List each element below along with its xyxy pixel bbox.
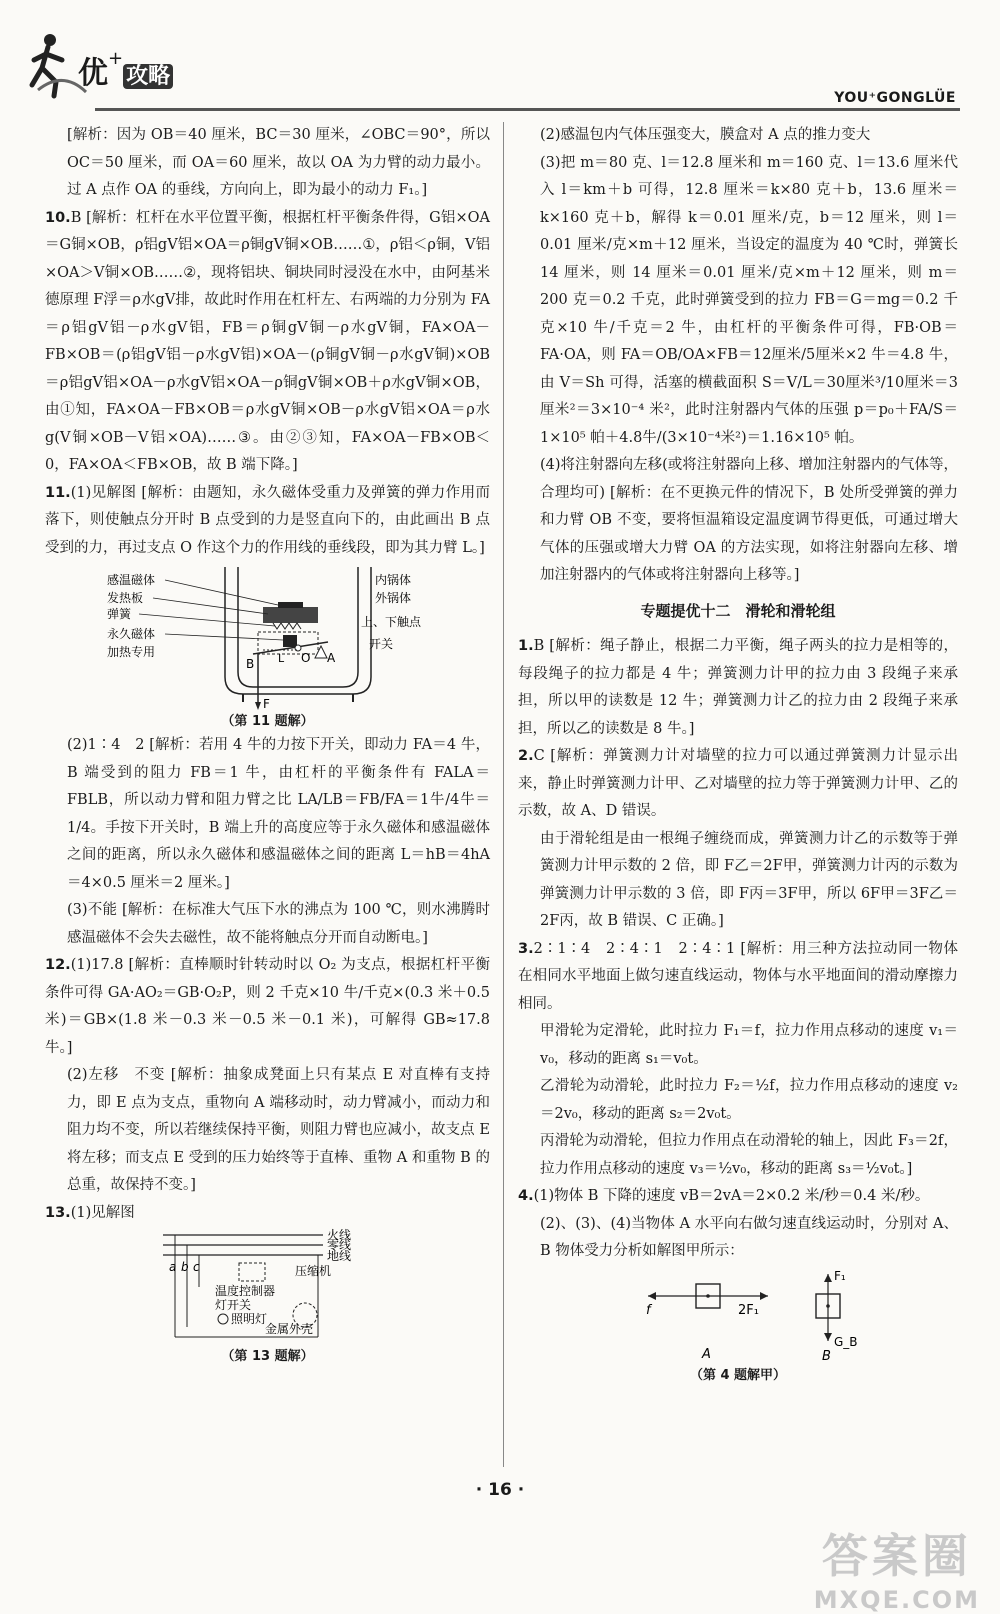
s12-q1-text: B [解析：绳子静止，根据二力平衡，绳子两头的拉力是相等的，每段绳子的拉力都是 4 牛；弹簧测力计甲的拉力由 3 段绳子来承担，所以甲的读数是 12 牛；弹簧测力计乙的拉力由 2 段绳子来承担，所以乙的读数是 8 牛。] — [518, 638, 958, 737]
r-part3: (3)把 m＝80 克、l＝12.8 厘米和 m＝160 克、l＝13.6 厘米代入 l＝km＋b 可得，12.8 厘米＝k×80 克＋b，13.6 厘米＝k×160 克＋b，解得 k＝0.01 厘米/克，b＝12 厘米，则 l＝0.01 厘米/克×m＋12 厘米，当设定的温度为 40 ℃时，弹簧长 14 厘米，则 14 厘米＝0.01 厘米/克×m＋12 厘米，则 m＝200 克＝0.2 千克，此时弹簧受到的拉力 FB＝G＝mg＝0.2 千克×10 牛/千克＝2 牛，由杠杆的平衡条件可得，FB·OB＝FA·OA，则 FA＝OB/OA×FB＝12厘米/5厘米×2 牛＝4.8 牛，由 V＝Sh 可得，活塞的横截面积 S＝V/L＝30厘米³/10厘米＝3 厘米²＝3×10⁻⁴ 米²，此时注射器内气体的压强 p＝p₀＋FA/S＝1×10⁵ 帕＋4.8牛/(3×10⁻⁴米²)＝1.16×10⁵ 帕。 — [540, 154, 958, 446]
fig11-label-12: F — [262, 697, 270, 711]
fig13-label-4: b — [180, 1260, 189, 1274]
header-rule — [95, 108, 960, 111]
fig13-label-1: 零线 — [326, 1238, 351, 1252]
fig11-label-8: 开关 — [368, 637, 393, 651]
q11-part3: (3)不能 [解析：在标准大气压下水的沸点为 100 ℃，则水沸腾时感温磁体不会失去磁性，故不能将触点分开而自动断电。] — [67, 902, 490, 946]
fig11-label-13: L — [277, 652, 284, 665]
q13-number: 13. — [45, 1204, 71, 1221]
fig13-label-7: 灯开关 — [214, 1298, 251, 1312]
fig11-label-5: 内锅体 — [374, 573, 411, 587]
s12-q2 — [518, 743, 958, 826]
fig13-label-3: a — [168, 1260, 176, 1274]
s12-q3-cont3: 丙滑轮为动滑轮，但拉力作用点在动滑轮的轴上，因此 F₃＝2f，拉力作用点移动的速度 v₃＝½v₀，移动的距离 s₃＝½v₀t。] — [540, 1133, 958, 1177]
q10-number: 10. — [45, 209, 71, 226]
fig11-label-7: 上、下触点 — [360, 615, 421, 629]
s12-q2-cont: 由于滑轮组是由一根绳子缠绕而成，弹簧测力计乙的示数等于弹簧测力计甲示数的 2 倍，即 F乙＝2F甲，弹簧测力计丙的示数为弹簧测力计甲示数的 3 倍，即 F丙＝3F甲，所以 6F甲＝3F乙＝2F丙，故 B 错误、C 正确。] — [540, 830, 958, 929]
fig11-label-10: O — [300, 651, 310, 665]
q12-text: (1)17.8 [解析：直棒顺时针转动时以 O₂ 为支点，根据杠杆平衡条件可得 GA·AO₂＝GB·O₂P，则 2 千克×10 牛/千克×(0.3 米＋0.5 米)＝GB×(1.8 米－0.3 米－0.5 米－0.1 米)，可解得 GB≈17.8 牛。] — [45, 957, 490, 1056]
fig11-label-9: B — [245, 657, 254, 671]
q12-answer — [45, 952, 490, 1062]
fig11-label-2: 弹簧 — [106, 607, 131, 621]
page-header — [0, 0, 1000, 115]
s12-q1 — [518, 633, 958, 743]
q9-analysis: [解析：因为 OB＝40 厘米，BC＝30 厘米，∠OBC＝90°，所以 OC＝50 厘米，而 OA＝60 厘米，故以 OA 为力臂的动力最小。过 A 点作 OA 的垂线，方向向上，即为最小的动力 F₁。] — [67, 127, 490, 198]
fig13-label-8: 照明灯 — [230, 1312, 267, 1326]
s12-q2-text: C [解析：弹簧测力计对墙壁的拉力可以通过弹簧测力计显示出来，静止时弹簧测力计甲、乙对墙壁的拉力等于弹簧测力计甲、乙的示数，故 A、D 错误。 — [518, 748, 958, 819]
watermark-title: 答案圈 — [821, 1529, 972, 1583]
s12-q2-number: 2. — [518, 748, 534, 764]
fig4-label-2: A — [702, 1346, 711, 1362]
fig4-label-0: f — [646, 1302, 651, 1318]
fig4-label-3: F₁ — [834, 1268, 846, 1283]
q11-number: 11. — [45, 484, 71, 501]
fig11-label-3: 永久磁体 — [106, 627, 155, 641]
s12-q4-cont: (2)、(3)、(4)当物体 A 水平向右做匀速直线运动时，分别对 A、B 物体受力分析如解图甲所示： — [540, 1215, 958, 1259]
s12-q4 — [518, 1183, 958, 1211]
fig11-label-4: 加热专用 — [106, 645, 155, 659]
q12-number: 12. — [45, 957, 71, 973]
fig13-label-6: 温度控制器 — [214, 1284, 275, 1298]
brand-text: YOU⁺GONGLÜE — [834, 90, 956, 106]
fig13-label-10: 金属外壳 — [264, 1322, 313, 1336]
fig13-caption: （第 13 题解） — [221, 1349, 314, 1364]
s12-q3-cont2: 乙滑轮为动滑轮，此时拉力 F₂＝½f，拉力作用点移动的速度 v₂＝2v₀，移动的距离 s₂＝2v₀t。 — [540, 1078, 958, 1122]
fig13-label-0: 火线 — [326, 1228, 351, 1242]
fig4-caption: （第 4 题解甲） — [689, 1367, 787, 1383]
q11-part2: (2)1∶4 2 [解析：若用 4 牛的力按下开关，即动力 FA＝4 牛，B 端受到的阻力 FB＝1 牛，由杠杆的平衡条件有 FALA＝FBLB，所以动力臂和阻力臂之比 LA/LB＝FB/FA＝1牛/4牛＝1/4。手按下开关时，B 端上升的高度应等于永久磁体和感温磁体之间的距离，所以永久磁体和感温磁体之间的距离 L＝hB＝4hA＝4×0.5 厘米＝2 厘米。] — [67, 737, 490, 891]
fig4-label-1: 2F₁ — [738, 1302, 759, 1318]
q10-text: B [解析：杠杆在水平位置平衡，根据杠杆平衡条件得，G铝×OA＝G铜×OB，ρ铝gV铝×OA＝ρ铜gV铜×OB……①，ρ铝＜ρ铜，V铝×OA＞V铜×OB……②，现将铝块、铜块同时浸没在水中，由阿基米德原理 F浮＝ρ水gV排，故此时作用在杠杆左、右两端的力分别为 FA＝ρ铝gV铝－ρ水gV铝，FB＝ρ铜gV铜－ρ水gV铜，FA×OA－FB×OB＝(ρ铝gV铝－ρ水gV铝)×OA－(ρ铜gV铜－ρ水gV铜)×OB＝ρ铝gV铝×OA－ρ水gV铝×OA－ρ铜gV铜×OB＋ρ水gV铜×OB，由①知，FA×OA－FB×OB＝ρ水gV铜×OB－ρ水gV铝×OA＝ρ水g(V铜×OB－V铝×OA)……③。由②③知，FA×OA－FB×OB＜0，FA×OA＜FB×OB，故 B 端下降。] — [45, 209, 490, 473]
left-column — [45, 122, 490, 1367]
s12-q3-number: 3. — [518, 940, 534, 957]
q11-answer — [45, 480, 490, 563]
brand-logo — [78, 48, 173, 92]
fig11-rice-cooker-diagram — [103, 562, 433, 712]
logo-plus: + — [108, 48, 124, 69]
s12-q3 — [518, 936, 958, 1019]
q12-part2: (2)左移 不变 [解析：抽象成凳面上只有某点 E 对直棒有支持力，即 E 点为支点，重物向 A 端移动时，动力臂减小，而动力和阻力均不变，所以若继续保持平衡，则阻力臂也应减小，故支点 E 将左移；而支点 E 受到的压力始终等于直棒、重物 A 和重物 B 的总重，故保持不变。] — [67, 1067, 490, 1193]
fig13-label-2: 地线 — [326, 1249, 351, 1263]
fig13-circuit-diagram — [153, 1227, 383, 1347]
fig13-label-9: 压缩机 — [294, 1264, 331, 1278]
fig4-label-4: G_B — [834, 1334, 858, 1349]
fig11-label-11: A — [326, 651, 335, 665]
fig4-label-5: B — [822, 1348, 831, 1364]
logo-gonglue: 攻略 — [123, 64, 173, 89]
s12-q3-cont1: 甲滑轮为定滑轮，此时拉力 F₁＝f，拉力作用点移动的速度 v₁＝v₀，移动的距离 s₁＝v₀t。 — [540, 1023, 958, 1067]
s12-q4-text: (1)物体 B 下降的速度 vB＝2vA＝2×0.2 米/秒＝0.4 米/秒。 — [533, 1188, 930, 1204]
column-divider — [503, 122, 504, 1467]
fig11-label-1: 发热板 — [106, 591, 143, 605]
fig11-caption: （第 11 题解） — [221, 714, 314, 729]
fig11-label-0: 感温磁体 — [106, 573, 155, 587]
fig13-label-5: c — [192, 1260, 200, 1274]
watermark-url: MXQE.COM — [813, 1586, 980, 1614]
fig4-force-diagram — [608, 1266, 868, 1366]
section-title: 专题提优十二 滑轮和滑轮组 — [640, 601, 836, 620]
r-part2: (2)感温包内气体压强变大，膜盒对 A 点的推力变大 — [540, 127, 871, 143]
s12-q1-number: 1. — [518, 638, 534, 654]
right-column — [518, 122, 958, 1386]
logo-you: 优 — [78, 56, 108, 91]
r-part4: (4)将注射器向左移(或将注射器向上移、增加注射器内的气体等，合理均可) [解析：在不更换元件的情况下，B 处所受弹簧的弹力和力臂 OB 不变，要将恒温箱设定温度调节得更低，可通过增大气体的压强或增大力臂 OA 的方法实现，如将注射器向左移、增加注射器内的气体或将注射器向上移等。] — [540, 457, 958, 583]
q10-answer — [45, 205, 490, 480]
fig11-label-6: 外锅体 — [374, 591, 411, 605]
s12-q4-number: 4. — [518, 1188, 534, 1204]
q13-answer — [45, 1200, 490, 1228]
q13-text: (1)见解图 — [70, 1204, 135, 1221]
s12-q3-text: 2∶1∶4 2∶4∶1 2∶4∶1 [解析：用三种方法拉动同一物体在相同水平地面上做匀速直线运动，物体与水平地面间的滑动摩擦力相同。 — [518, 940, 958, 1012]
page-number: · 16 · — [475, 1480, 525, 1500]
q11-text: (1)见解图 [解析：由题知，永久磁体受重力及弹簧的弹力作用而落下，则使触点分开时 B 点受到的力是竖直向下的，由此画出 B 点受到的力，再过支点 O 作这个力的作用线的垂线段，即为其力臂 L。] — [45, 484, 490, 556]
